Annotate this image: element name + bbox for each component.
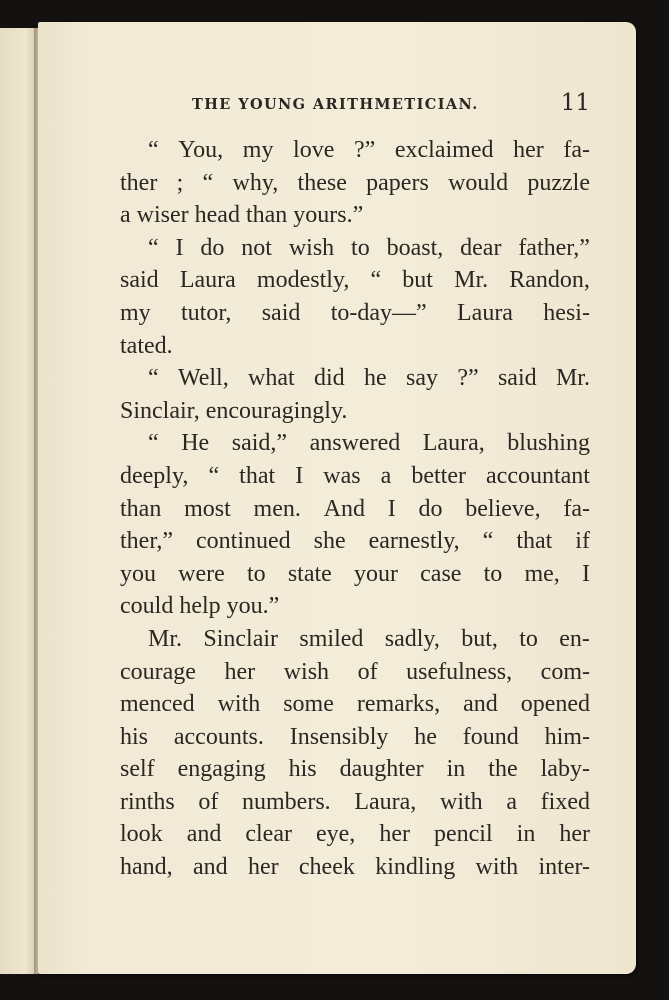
- word: ther: [120, 169, 158, 196]
- text-line: [120, 721, 590, 754]
- word: fa-: [563, 137, 590, 163]
- text-line: [120, 232, 590, 265]
- text-line: [120, 460, 590, 493]
- word: accounts.: [173, 723, 264, 750]
- word: earnestly,: [368, 528, 460, 555]
- word: help: [179, 593, 227, 620]
- word: wiser: [136, 202, 195, 229]
- word: to: [483, 560, 503, 587]
- word: blushing: [507, 430, 590, 457]
- word: puzzle: [527, 169, 590, 196]
- word: her: [379, 821, 410, 848]
- word: state: [287, 560, 332, 587]
- word: “: [148, 137, 159, 163]
- word: if: [575, 528, 590, 555]
- word: fa-: [563, 495, 590, 522]
- text-line: [120, 264, 590, 297]
- word: hesi-: [543, 299, 590, 326]
- word: papers: [366, 169, 429, 196]
- text-line: [120, 558, 590, 591]
- word: the: [488, 756, 518, 783]
- word: rinths: [120, 788, 175, 815]
- word: her: [247, 854, 279, 881]
- word: kindling: [375, 854, 456, 881]
- text-line: [120, 199, 590, 232]
- word: fixed: [540, 788, 590, 815]
- word: better: [411, 462, 466, 489]
- text-line: [120, 167, 590, 200]
- word: Laura,: [354, 788, 417, 815]
- word: a: [506, 788, 517, 815]
- word: “: [148, 430, 159, 457]
- word: numbers.: [242, 788, 331, 815]
- word: Laura: [179, 267, 236, 294]
- word: of: [198, 788, 219, 815]
- word: I: [387, 495, 396, 522]
- word: said: [261, 299, 301, 326]
- word: why,: [232, 169, 279, 196]
- word: wish: [283, 658, 330, 685]
- word: men.: [253, 495, 301, 522]
- word: ?”: [457, 365, 479, 392]
- word: Sinclair: [203, 625, 279, 652]
- text-line: [120, 330, 590, 363]
- word: daughter: [339, 756, 424, 783]
- word: say: [406, 365, 438, 392]
- word: self: [120, 756, 155, 783]
- word: with: [217, 691, 261, 718]
- word: and: [186, 821, 222, 848]
- word: than: [120, 495, 162, 522]
- text-line: [120, 493, 590, 526]
- word: to: [519, 625, 538, 652]
- word: head: [194, 202, 246, 229]
- word: encouragingly.: [205, 397, 348, 424]
- word: I: [175, 234, 184, 261]
- text-line: [120, 134, 590, 167]
- word: Randon,: [509, 267, 590, 294]
- text-line: [120, 818, 590, 851]
- word: your: [353, 560, 398, 587]
- word: inter-: [538, 854, 590, 881]
- word: you: [120, 560, 156, 587]
- word: he: [414, 723, 437, 750]
- word: and: [192, 854, 228, 881]
- word: “: [202, 169, 214, 196]
- word: said: [497, 365, 537, 392]
- word: menced: [120, 691, 195, 718]
- text-line: [120, 427, 590, 460]
- word: my: [242, 137, 274, 163]
- word: deeply,: [120, 462, 189, 489]
- page-number: 11: [560, 90, 590, 116]
- word: love: [293, 137, 335, 163]
- word: Laura: [457, 299, 513, 326]
- word: ;: [176, 169, 184, 196]
- page-header: [38, 90, 594, 120]
- word: said: [120, 267, 159, 294]
- word: father,”: [518, 234, 590, 261]
- text-line: [120, 525, 590, 558]
- text-line: [120, 656, 590, 689]
- word: I: [581, 560, 590, 587]
- word: his: [120, 723, 149, 750]
- word: to-day—”: [330, 299, 427, 326]
- word: eye,: [316, 821, 356, 848]
- word: wish: [288, 234, 335, 261]
- word: said,”: [231, 430, 288, 457]
- word: exclaimed: [394, 137, 494, 163]
- word: her: [513, 137, 544, 163]
- text-line: [120, 688, 590, 721]
- word: of: [357, 658, 378, 685]
- word: do: [418, 495, 443, 522]
- word: tutor,: [181, 299, 232, 326]
- word: “: [482, 528, 494, 555]
- word: some: [283, 691, 334, 718]
- word: he: [364, 365, 387, 392]
- word: smiled: [299, 625, 364, 652]
- word: “: [370, 267, 382, 294]
- word: that: [239, 462, 276, 489]
- word: ther,”: [120, 528, 174, 555]
- facing-page-edge: [0, 28, 36, 974]
- word: was: [323, 462, 361, 489]
- word: a: [120, 202, 137, 229]
- body-text: [120, 134, 590, 884]
- running-title: THE YOUNG ARITHMETICIAN.: [192, 96, 479, 113]
- word: Mr.: [555, 365, 590, 392]
- text-line: [120, 851, 590, 884]
- word: yours.”: [293, 202, 364, 229]
- word: my: [120, 299, 151, 326]
- word: remarks,: [356, 691, 441, 718]
- word: tated.: [120, 332, 173, 359]
- text-line: [120, 623, 590, 656]
- word: And: [323, 495, 365, 522]
- word: would: [448, 169, 509, 196]
- text-line: [120, 362, 590, 395]
- word: Sinclair,: [120, 397, 206, 424]
- word: but,: [461, 625, 498, 652]
- word: engaging: [177, 756, 266, 783]
- word: courage: [120, 658, 196, 685]
- text-line: [120, 753, 590, 786]
- word: but: [402, 267, 433, 294]
- text-line: [120, 297, 590, 330]
- word: believe,: [465, 495, 541, 522]
- word: and: [463, 691, 498, 718]
- word: accountant: [486, 462, 590, 489]
- word: to: [246, 560, 266, 587]
- word: usefulness,: [406, 658, 513, 685]
- word: him-: [544, 723, 590, 750]
- word: found: [462, 723, 519, 750]
- word: laby-: [540, 756, 590, 783]
- word: her: [559, 821, 590, 848]
- word: in: [446, 756, 466, 783]
- word: to: [351, 234, 370, 261]
- word: com-: [540, 658, 590, 685]
- word: you.”: [226, 593, 280, 620]
- word: opened: [520, 691, 590, 718]
- book-page: [38, 22, 636, 974]
- word: that: [516, 528, 553, 555]
- word: than: [245, 202, 294, 229]
- word: He: [181, 430, 210, 457]
- word: his: [288, 756, 317, 783]
- word: “: [148, 365, 159, 392]
- word: in: [516, 821, 536, 848]
- word: pencil: [434, 821, 493, 848]
- word: I: [295, 462, 304, 489]
- word: Laura,: [422, 430, 485, 457]
- word: were: [178, 560, 225, 587]
- word: ?”: [353, 137, 376, 163]
- word: me,: [524, 560, 560, 587]
- word: Well,: [177, 365, 229, 392]
- word: she: [313, 528, 346, 555]
- word: You,: [178, 137, 224, 163]
- word: Insensibly: [289, 723, 389, 750]
- word: with: [439, 788, 483, 815]
- word: continued: [196, 528, 291, 555]
- word: cheek: [298, 854, 355, 881]
- word: did: [314, 365, 345, 392]
- word: look: [120, 821, 163, 848]
- word: boast,: [386, 234, 444, 261]
- word: her: [224, 658, 256, 685]
- word: en-: [559, 625, 590, 652]
- word: do: [200, 234, 225, 261]
- word: these: [297, 169, 347, 196]
- word: Mr.: [454, 267, 489, 294]
- word: not: [241, 234, 272, 261]
- word: “: [148, 234, 159, 261]
- word: “: [208, 462, 220, 489]
- word: dear: [460, 234, 502, 261]
- text-line: [120, 590, 590, 623]
- text-line: [120, 786, 590, 819]
- word: case: [420, 560, 462, 587]
- word: sadly,: [384, 625, 440, 652]
- word: could: [120, 593, 180, 620]
- word: clear: [245, 821, 292, 848]
- word: what: [248, 365, 295, 392]
- word: answered: [309, 430, 401, 457]
- text-line: [120, 395, 590, 428]
- word: modestly,: [256, 267, 350, 294]
- word: most: [184, 495, 231, 522]
- word: hand,: [120, 854, 173, 881]
- word: a: [380, 462, 392, 489]
- word: Mr.: [148, 625, 183, 652]
- word: with: [475, 854, 519, 881]
